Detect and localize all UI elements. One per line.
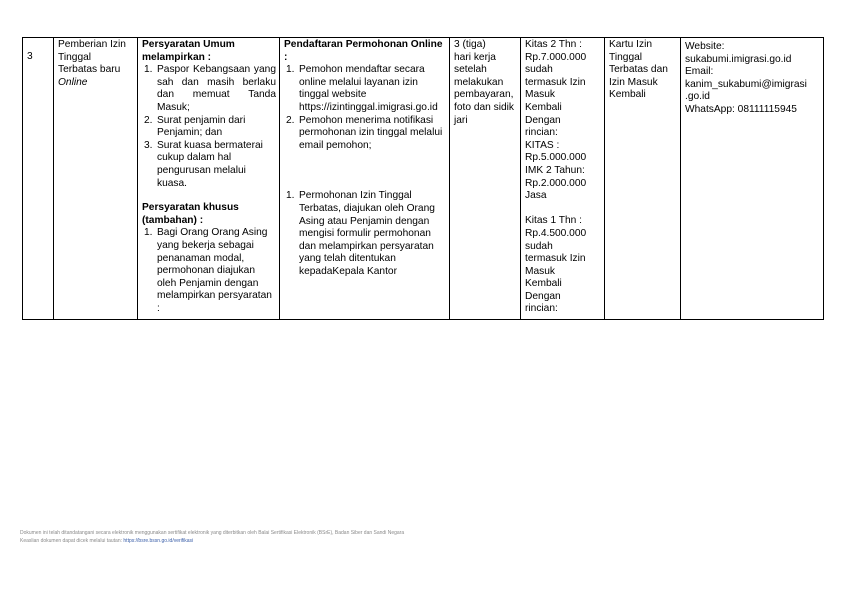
fee-line: Masuk (525, 265, 556, 277)
contact-email-cont: .go.id (685, 91, 710, 103)
fee-line: Jasa (525, 190, 547, 202)
cell-product (605, 38, 681, 320)
list-item: 2. Pemohon menerima notifikasi permohonan izin tinggal melalui email pemohon; (286, 114, 443, 151)
product-line: Terbatas dan (609, 64, 668, 76)
product-line: Kartu Izin (609, 39, 653, 50)
contact-whatsapp: WhatsApp: 08111115945 (685, 103, 797, 115)
footer-signature-note (20, 529, 404, 545)
special-requirements-title: Persyaratan khusus (tambahan) : (142, 202, 239, 226)
product-line: Kembali (609, 89, 646, 101)
service-mode: Online (58, 76, 88, 88)
service-table (22, 37, 824, 320)
list-item: 1. Paspor Kebangsaan yang sah dan masih berlaku dan memuat Tanda Masuk; (144, 64, 276, 113)
time-line: hari kerja (454, 51, 496, 63)
fee-line: Rp.5.000.000 (525, 152, 587, 164)
cell-time (450, 38, 521, 320)
time-line: pembayaran, (454, 89, 514, 101)
contact-email-label: Email: (685, 66, 714, 78)
fee-line: Dengan (525, 290, 561, 302)
time-line: setelah (454, 64, 487, 76)
procedure-online-list (284, 64, 446, 152)
fee-line: Dengan (525, 114, 561, 126)
fee-line: Kembali (525, 278, 562, 290)
row-number: 3 (27, 51, 33, 62)
time-line: 3 (tiga) (454, 39, 486, 50)
fee-line: sudah (525, 240, 553, 252)
cell-procedure (280, 38, 450, 320)
fee-line: IMK 2 Tahun: (525, 164, 585, 176)
footer-line-2-text: Keaslian dokumen dapat dicek melalui tautan: (20, 538, 124, 544)
list-item: 1. Pemohon mendaftar secara online melalui layanan izin tinggal website https://izintinggal.imigrasi.go.id (286, 64, 438, 113)
cell-requirements (138, 38, 280, 320)
product-line: Tinggal (609, 51, 643, 63)
service-name-line: Terbatas baru (58, 64, 121, 76)
procedure-title: Pendaftaran Permohonan Online : (284, 39, 443, 63)
time-line: melakukan (454, 76, 504, 88)
cell-service (54, 38, 138, 320)
service-name-line: Pemberian Izin (58, 39, 126, 50)
list-item: 1. Permohonan Izin Tinggal Terbatas, diajukan oleh Orang Asing atau Penjamin dengan mengisi formulir permohonan dan melampirkan persyaratan yang telah ditentukan kepadaKepala Kantor (286, 190, 435, 277)
fee-line: Masuk (525, 89, 556, 101)
time-line: foto dan sidik (454, 101, 515, 113)
product-line: Izin Masuk (609, 76, 658, 88)
cell-fee (521, 38, 605, 320)
fee-line: termasuk Izin (525, 253, 586, 265)
fee-line: Kitas 1 Thn : (525, 215, 583, 227)
fee-line: Rp.7.000.000 (525, 51, 587, 63)
list-item: 1. Bagi Orang Orang Asing yang bekerja sebagai penanaman modal, permohonan diajukan oleh Penjamin dengan melampirkan persyaratan : (144, 227, 272, 314)
fee-line: Rp.2.000.000 (525, 177, 587, 189)
fee-line: Kembali (525, 101, 562, 113)
fee-line: termasuk Izin (525, 76, 586, 88)
fee-line: rincian: (525, 303, 558, 315)
verification-link[interactable]: https://bsre.bssn.go.id/verifikasi (123, 538, 194, 544)
time-line: jari (454, 114, 468, 126)
fee-line: sudah (525, 64, 553, 76)
contact-website: sukabumi.imigrasi.go.id (685, 53, 792, 65)
service-name-line: Tinggal (58, 51, 92, 63)
list-item: 3. Surat kuasa bermaterai cukup dalam hal pengurusan melalui kuasa. (144, 139, 263, 189)
table-row (23, 38, 824, 320)
fee-line: Rp.4.500.000 (525, 227, 587, 239)
general-requirements-list (142, 64, 276, 190)
general-requirements-title: Persyaratan Umum melampirkan : (142, 39, 235, 63)
cell-contact (681, 38, 824, 320)
procedure-apply-list (284, 190, 446, 278)
fee-line: KITAS : (525, 139, 560, 151)
fee-line: rincian: (525, 127, 558, 139)
special-requirements-list (142, 227, 276, 315)
contact-email: kanim_sukabumi@imigrasi (685, 78, 807, 90)
cell-number (23, 38, 54, 320)
contact-website-label: Website: (685, 41, 725, 52)
footer-line-1: Dokumen ini telah ditandatangani secara elektronik menggunakan sertifikat elektronik yang diterbitkan oleh Balai Sertifikasi Elektronik (BSrE), Badan Siber dan Sandi Negara (20, 530, 405, 536)
footer-line-2 (20, 537, 404, 545)
list-item: 2. Surat penjamin dari Penjamin; dan (144, 114, 246, 139)
fee-line: Kitas 2 Thn : (525, 39, 583, 50)
